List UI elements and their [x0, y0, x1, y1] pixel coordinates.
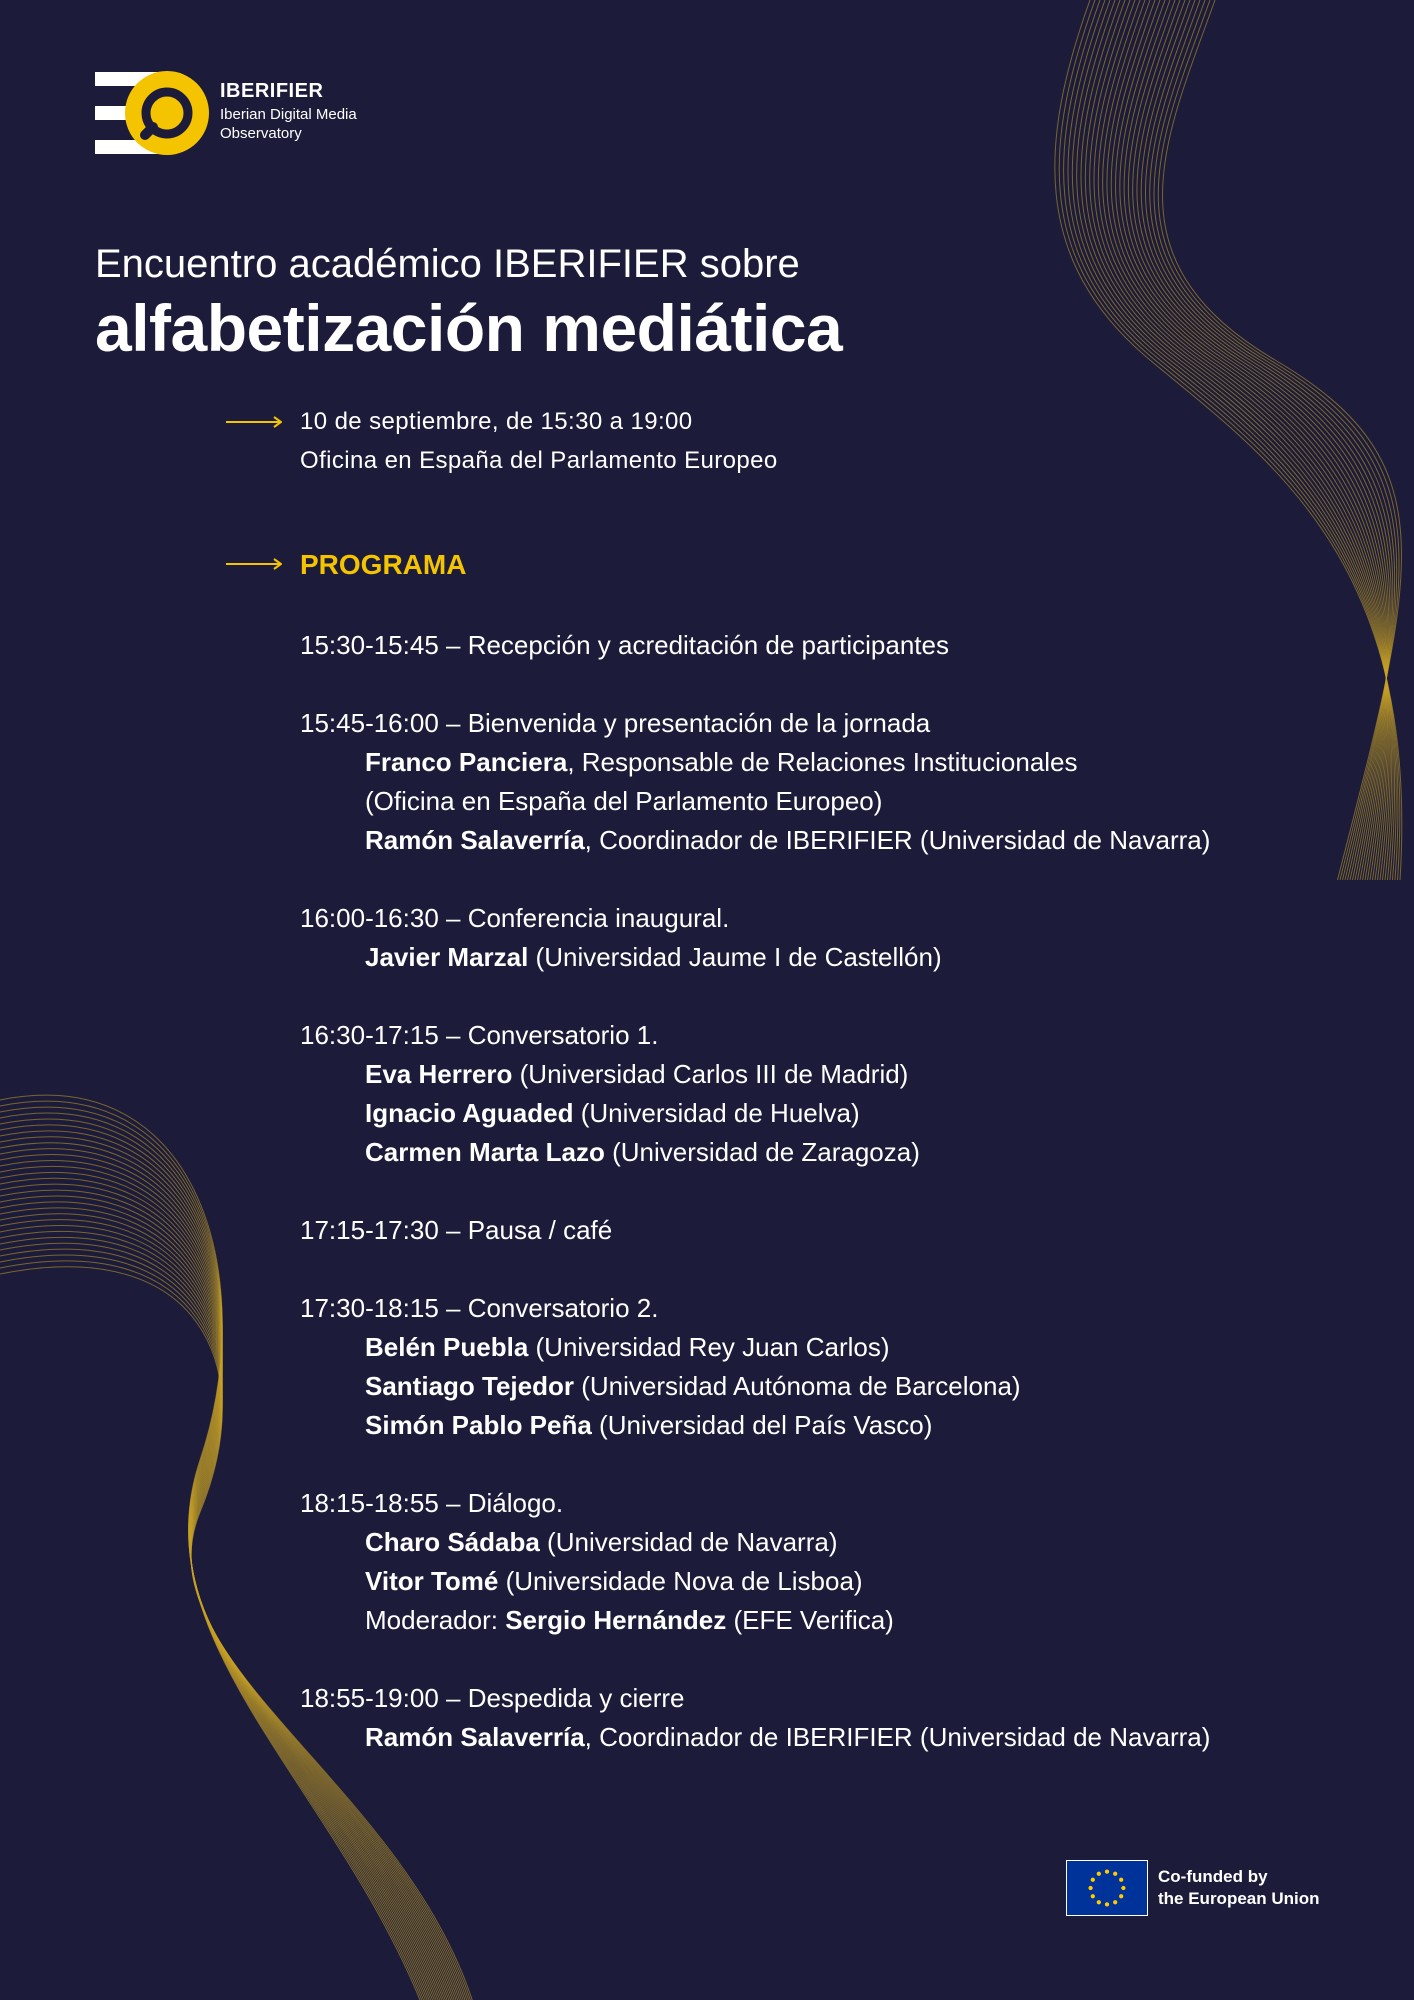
title-line-2: alfabetización mediática [95, 291, 843, 365]
logo-subtitle-line1: Iberian Digital Media [220, 106, 357, 123]
logo-name: IBERIFIER [220, 80, 324, 102]
schedule-item [300, 704, 1300, 860]
schedule-list [300, 626, 1300, 1796]
eu-flag-icon [1066, 1860, 1148, 1916]
speaker-line [300, 938, 1300, 977]
speaker-name: Ignacio Aguaded [365, 1098, 574, 1128]
speaker-line [300, 1718, 1300, 1757]
speaker-name: Belén Puebla [365, 1332, 529, 1362]
iberifier-magnifier-logo [95, 70, 215, 156]
speaker-affiliation: (EFE Verifica) [726, 1605, 894, 1635]
speaker-line [300, 1328, 1300, 1367]
speaker-line [300, 743, 1300, 782]
speaker-line [300, 821, 1300, 860]
speaker-line [300, 1133, 1300, 1172]
speaker-affiliation: (Universidad Jaume I de Castellón) [528, 942, 942, 972]
speaker-affiliation: , Coordinador de IBERIFIER (Universidad de Navarra) [584, 825, 1211, 855]
speaker-name: Javier Marzal [365, 942, 529, 972]
eu-text-line2: the European Union [1158, 1889, 1320, 1908]
speaker-name: Sergio Hernández [505, 1605, 727, 1635]
speaker-affiliation: (Universidad Carlos III de Madrid) [512, 1059, 909, 1089]
arrow-right-icon [226, 558, 282, 570]
speaker-name: Vitor Tomé [365, 1566, 499, 1596]
arrow-right-icon [226, 416, 282, 428]
schedule-time: 15:30-15:45 – Recepción y acreditación de participantes [300, 630, 949, 660]
speaker-name: Santiago Tejedor [365, 1371, 574, 1401]
speaker-affiliation: (Universidad de Zaragoza) [604, 1137, 920, 1167]
speaker-affiliation: , Coordinador de IBERIFIER (Universidad de Navarra) [584, 1722, 1211, 1752]
speaker-line [300, 1367, 1300, 1406]
speaker-name: Franco Panciera [365, 747, 568, 777]
speaker-name: Carmen Marta Lazo [365, 1137, 605, 1167]
speaker-affiliation: (Universidad Autónoma de Barcelona) [574, 1371, 1021, 1401]
speaker-name: Ramón Salaverría [365, 1722, 585, 1752]
speaker-affiliation: (Universidad de Huelva) [573, 1098, 860, 1128]
speaker-line [300, 1406, 1300, 1445]
speaker-affiliation: , Responsable de Relaciones Institucionales [567, 747, 1078, 777]
schedule-item [300, 1016, 1300, 1172]
schedule-item [300, 1289, 1300, 1445]
event-info [300, 402, 778, 480]
schedule-item [300, 626, 1300, 665]
speaker-affiliation: (Universidade Nova de Lisboa) [498, 1566, 863, 1596]
speaker-affiliation: (Universidad del País Vasco) [591, 1410, 933, 1440]
title-line-1: Encuentro académico IBERIFIER sobre [95, 242, 800, 286]
speaker-line [300, 1523, 1300, 1562]
schedule-time: 18:55-19:00 – Despedida y cierre [300, 1683, 685, 1713]
speaker-prefix: Moderador: [365, 1605, 506, 1635]
speaker-name: Eva Herrero [365, 1059, 513, 1089]
event-venue: Oficina en España del Parlamento Europeo [300, 447, 778, 474]
schedule-time: 15:45-16:00 – Bienvenida y presentación de la jornada [300, 708, 931, 738]
logo-subtitle [220, 105, 400, 143]
eu-text-line1: Co-funded by [1158, 1867, 1268, 1886]
speaker-line [300, 1562, 1300, 1601]
speaker-name: Charo Sádaba [365, 1527, 540, 1557]
schedule-time: 17:15-17:30 – Pausa / café [300, 1215, 613, 1245]
speaker-name: Ramón Salaverría [365, 825, 585, 855]
speaker-line [300, 782, 1300, 821]
programa-heading: PROGRAMA [300, 549, 467, 580]
schedule-time: 18:15-18:55 – Diálogo. [300, 1488, 564, 1518]
speaker-line [300, 1055, 1300, 1094]
iberifier-logo [95, 70, 395, 160]
event-date: 10 de septiembre, de 15:30 a 19:00 [300, 408, 693, 435]
schedule-time: 17:30-18:15 – Conversatorio 2. [300, 1293, 659, 1323]
eu-cofunded-badge [1066, 1860, 1356, 1918]
speaker-affiliation: (Universidad Rey Juan Carlos) [528, 1332, 890, 1362]
speaker-name: Simón Pablo Peña [365, 1410, 592, 1440]
speaker-line [300, 1601, 1300, 1640]
eu-cofunded-text [1158, 1866, 1358, 1910]
schedule-item [300, 1211, 1300, 1250]
speaker-affiliation: (Oficina en España del Parlamento Europeo) [365, 786, 883, 816]
schedule-item [300, 899, 1300, 977]
logo-subtitle-line2: Observatory [220, 125, 302, 142]
schedule-item [300, 1679, 1300, 1757]
speaker-affiliation: (Universidad de Navarra) [539, 1527, 838, 1557]
schedule-time: 16:00-16:30 – Conferencia inaugural. [300, 903, 730, 933]
schedule-time: 16:30-17:15 – Conversatorio 1. [300, 1020, 659, 1050]
schedule-item [300, 1484, 1300, 1640]
speaker-line [300, 1094, 1300, 1133]
